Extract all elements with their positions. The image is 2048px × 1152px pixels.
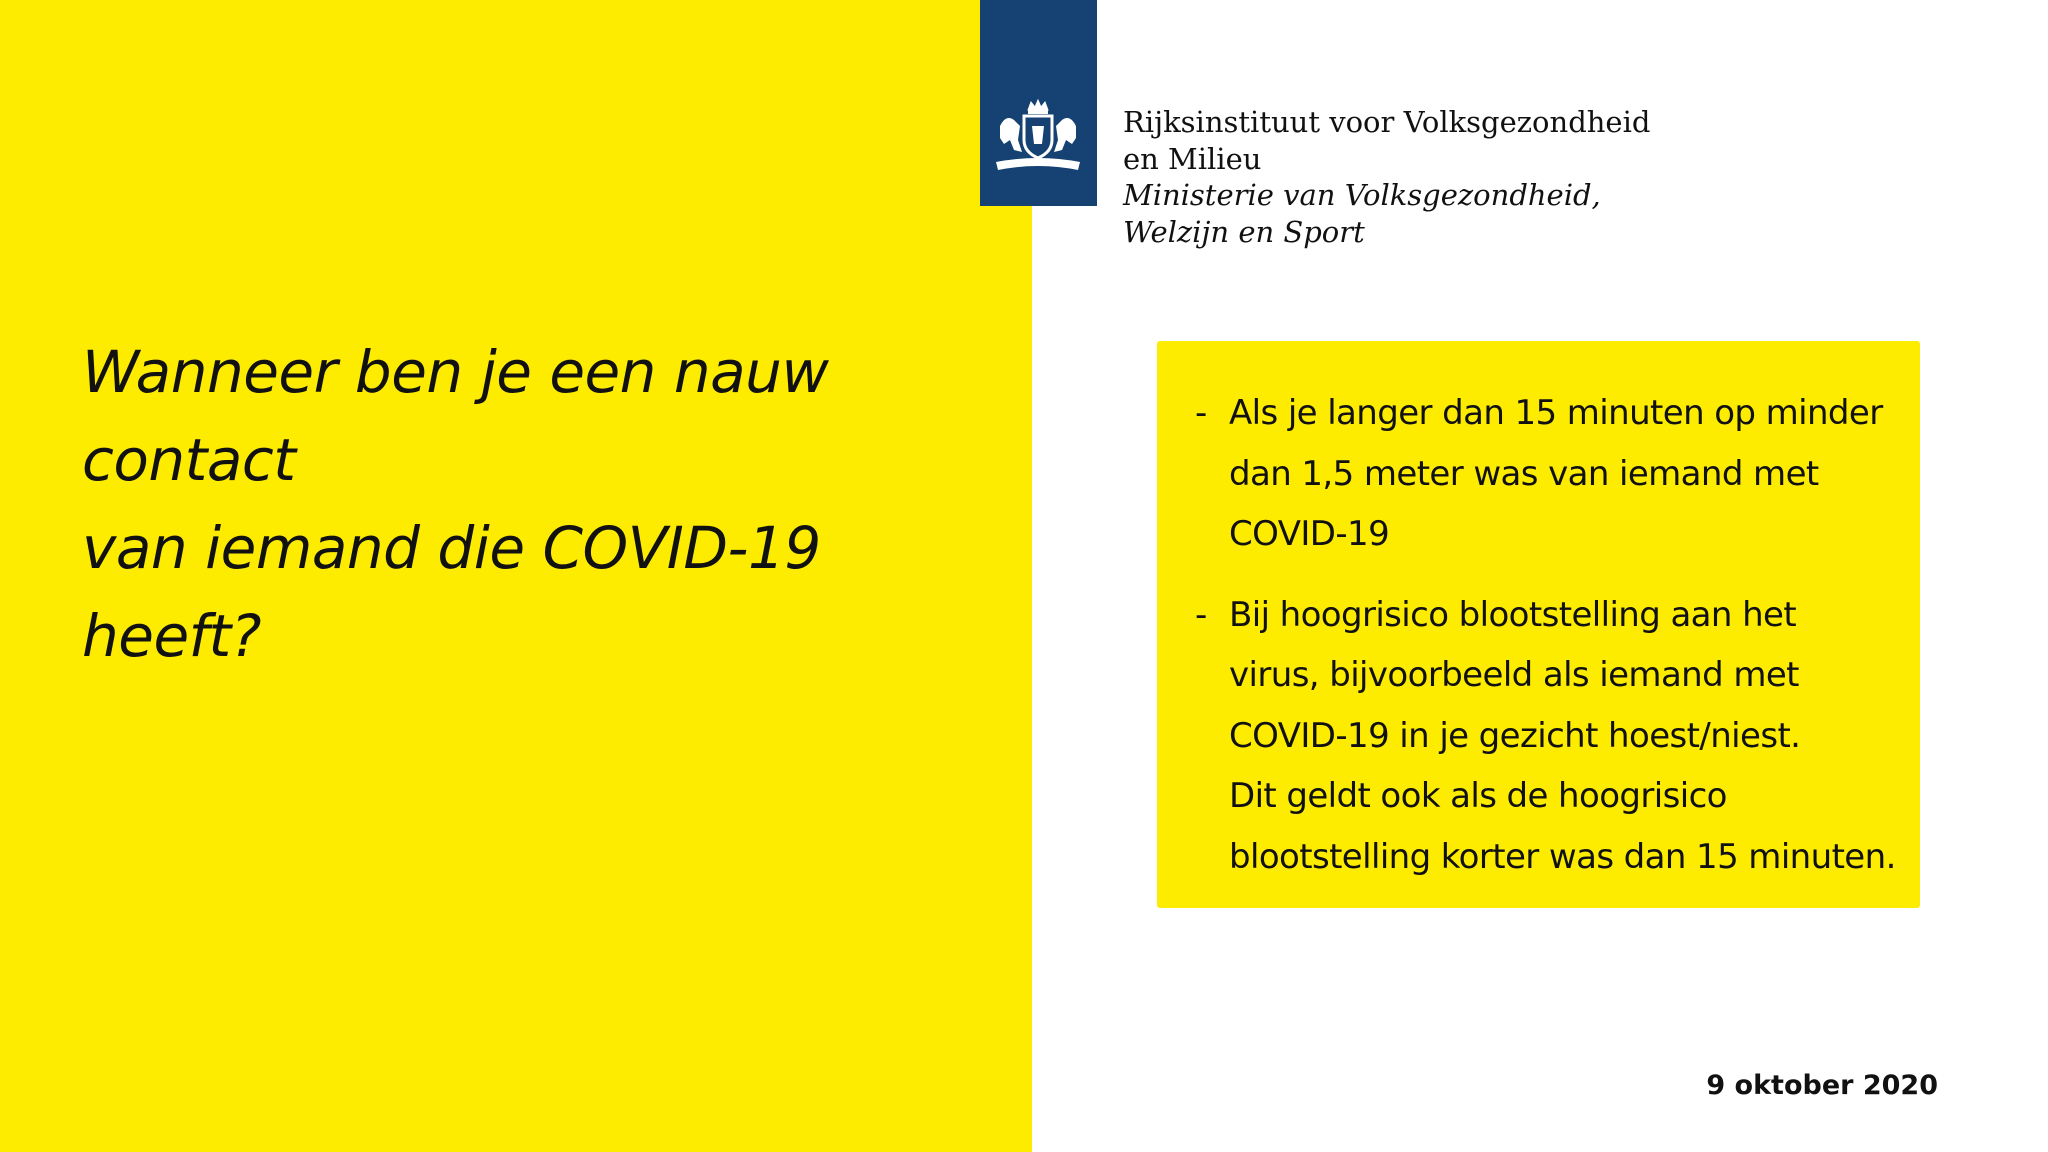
info-box — [1157, 341, 1920, 908]
bullet-line: Als je langer dan 15 minuten op minder — [1229, 393, 1883, 433]
bullet-line: blootstelling korter was dan 15 minuten. — [1229, 836, 1896, 877]
bullet-line: Bij hoogrisico blootstelling aan het — [1229, 594, 1797, 635]
bullet-item — [1195, 585, 1915, 888]
slide-title-line: van iemand die COVID-19 heeft? — [82, 514, 821, 670]
bullet-line: Dit geldt ook als de hoogrisico — [1229, 776, 1727, 816]
organization-name — [1123, 104, 1650, 250]
rijksoverheid-coat-of-arms-icon — [988, 96, 1088, 178]
slide-date: 9 oktober 2020 — [1706, 1070, 1938, 1101]
logo-block — [980, 0, 1097, 206]
slide-title-line: Wanneer ben je een nauw contact — [82, 338, 829, 494]
bullet-marker: - — [1195, 393, 1207, 433]
bullet-list — [1195, 383, 1915, 907]
slide-title — [82, 328, 982, 680]
org-name-line: Rijksinstituut voor Volksgezondheid — [1123, 105, 1651, 139]
bullet-line: COVID-19 — [1229, 514, 1390, 554]
ministry-name-line: Ministerie van Volksgezondheid, — [1123, 178, 1601, 212]
org-name-line: en Milieu — [1123, 141, 1262, 176]
bullet-line: virus, bijvoorbeeld als iemand met — [1229, 655, 1799, 695]
bullet-line: dan 1,5 meter was van iemand met — [1229, 453, 1819, 494]
bullet-item — [1195, 383, 1915, 565]
bullet-line: COVID-19 in je gezicht hoest/niest. — [1229, 715, 1801, 756]
bullet-marker: - — [1195, 594, 1207, 635]
ministry-name-line: Welzijn en Sport — [1123, 214, 1365, 249]
